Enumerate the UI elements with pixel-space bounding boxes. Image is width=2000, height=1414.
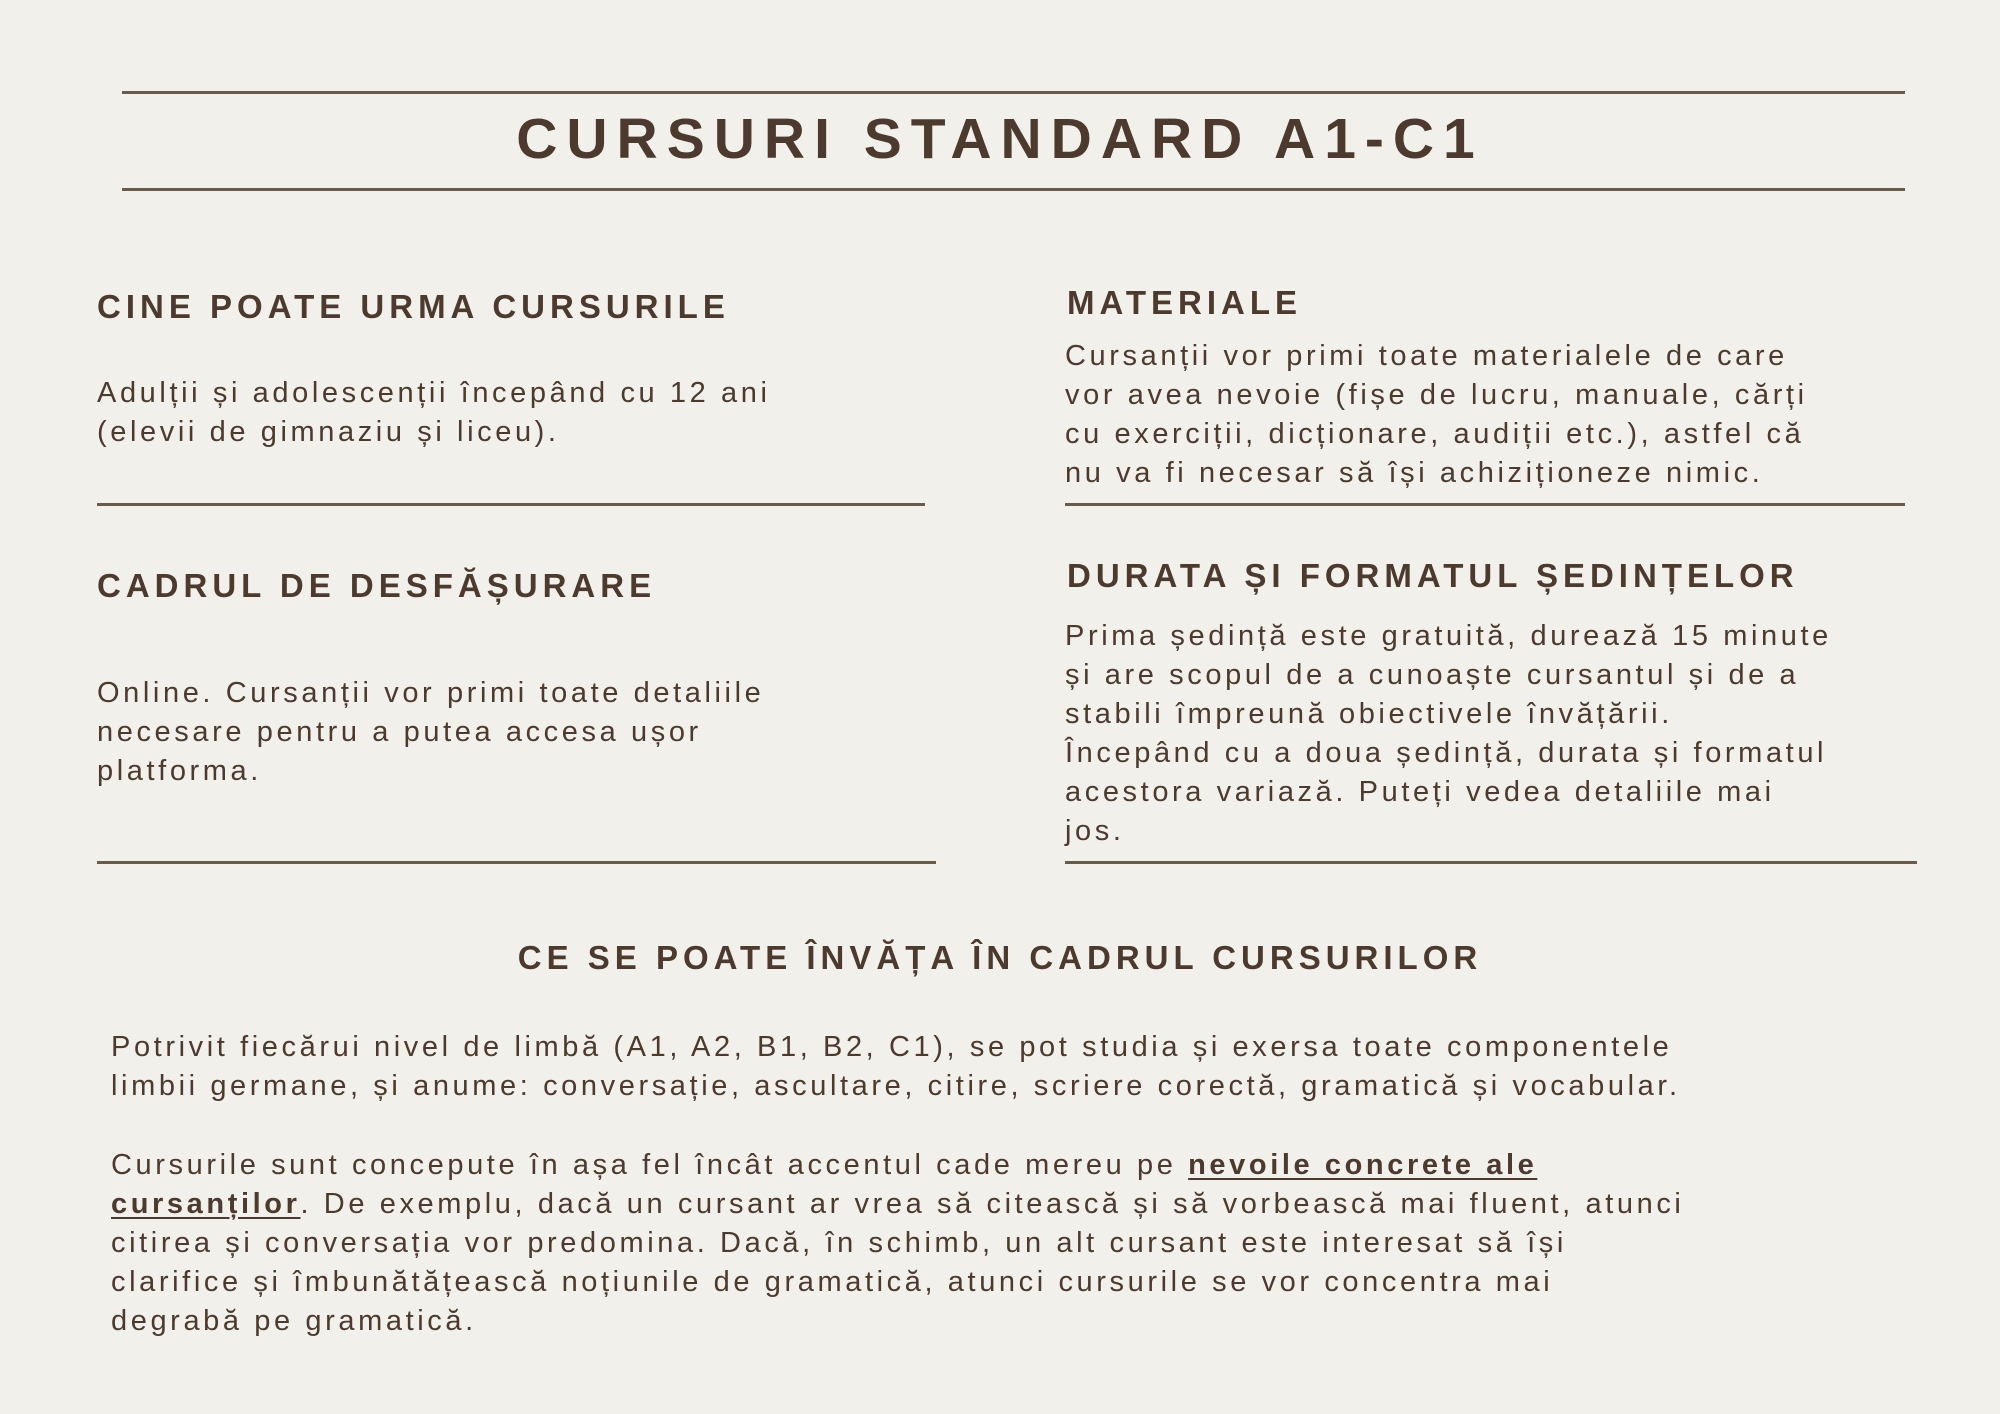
text-materiale: [1065, 337, 1808, 493]
text-line: Potrivit fiecărui nivel de limbă (A1, A2, B1, B2, C1), se pot studia și exersa toate componentele: [111, 1031, 1673, 1063]
text-line: cu exerciții, dicționare, audiții etc.), astfel că: [1065, 418, 1805, 450]
text-line: Cursanții vor primi toate materialele de care: [1065, 340, 1788, 372]
emphasis-text: nevoile concrete ale: [1188, 1149, 1538, 1181]
text-line: Online. Cursanții vor primi toate detaliile: [97, 677, 765, 709]
text-line: și are scopul de a cunoaște cursantul și de a: [1065, 659, 1800, 691]
text-line: necesare pentru a putea accesa ușor: [97, 716, 702, 748]
page-title: CURSURI STANDARD A1-C1: [516, 107, 1484, 171]
text-segment: . De exemplu, dacă un cursant ar vrea să citească și să vorbească mai fluent, atunci: [300, 1188, 1685, 1220]
text-line: [111, 1146, 1684, 1185]
text-line: jos.: [1065, 815, 1125, 847]
text-line: platforma.: [97, 755, 262, 787]
title-top-rule: [122, 91, 1905, 94]
text-line: acestora variază. Puteți vedea detaliile mai: [1065, 776, 1775, 808]
text-line: Prima ședință este gratuită, durează 15 minute: [1065, 620, 1832, 652]
text-line: [111, 1185, 1684, 1224]
text-durata: [1065, 617, 1832, 851]
emphasis-text: cursanților: [111, 1188, 301, 1220]
text-ce-para2: [111, 1146, 1684, 1341]
text-line: (elevii de gimnaziu și liceu).: [97, 416, 560, 448]
text-line: stabili împreună obiectivele învățării.: [1065, 698, 1673, 730]
text-line: nu va fi necesar să își achiziționeze nimic.: [1065, 457, 1764, 489]
text-line: Începând cu a doua ședință, durata și formatul: [1065, 737, 1828, 769]
text-cadrul: [97, 674, 764, 791]
text-line: Adulții și adolescenții începând cu 12 ani: [97, 377, 771, 409]
text-segment: Cursurile sunt concepute în așa fel încât accentul cade mereu pe: [111, 1149, 1189, 1181]
text-line: clarifice și îmbunătățească noțiunile de gramatică, atunci cursurile se vor concentra mai: [111, 1266, 1554, 1298]
heading-cine: CINE POATE URMA CURSURILE: [97, 288, 730, 325]
divider-cadrul: [97, 861, 936, 864]
heading-materiale: MATERIALE: [1067, 284, 1303, 321]
text-line: limbii germane, și anume: conversație, ascultare, citire, scriere corectă, gramatică și vocabular.: [111, 1070, 1681, 1102]
text-ce-para1: [111, 1028, 1681, 1106]
heading-ce: CE SE POATE ÎNVĂȚA ÎN CADRUL CURSURILOR: [517, 939, 1483, 976]
divider-materiale: [1065, 503, 1905, 506]
title-bottom-rule: [122, 188, 1905, 191]
text-line: citirea și conversația vor predomina. Dacă, în schimb, un alt cursant este interesat să își: [111, 1227, 1567, 1259]
text-line: vor avea nevoie (fișe de lucru, manuale, cărți: [1065, 379, 1808, 411]
divider-cine: [97, 503, 925, 506]
heading-cadrul: CADRUL DE DESFĂȘURARE: [97, 567, 657, 604]
heading-durata: DURATA ȘI FORMATUL ȘEDINȚELOR: [1067, 557, 1799, 594]
text-line: degrabă pe gramatică.: [111, 1305, 477, 1337]
text-cine: [97, 374, 771, 452]
divider-durata: [1065, 861, 1917, 864]
